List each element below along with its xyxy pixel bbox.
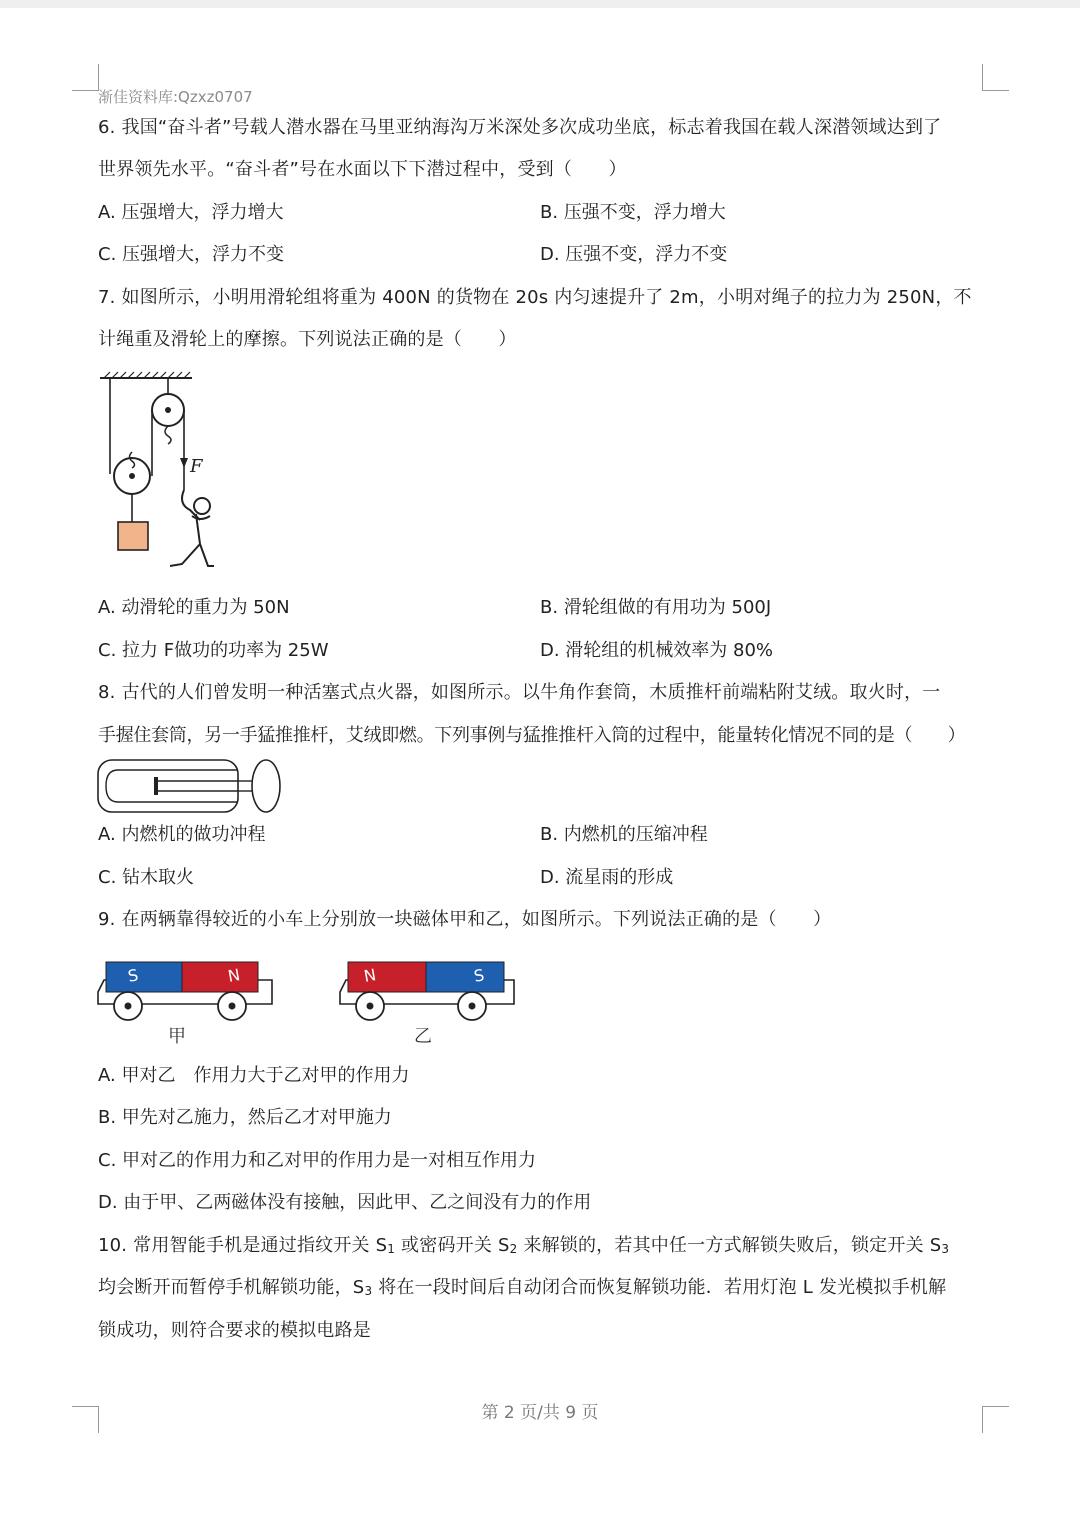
load-box xyxy=(118,522,148,550)
q10-subscript-2: 2 xyxy=(509,1242,518,1256)
q8-option-c[interactable]: C. 钻木取火 xyxy=(98,867,195,888)
q10-stem-line2 xyxy=(98,1273,946,1306)
q8-option-b[interactable]: B. 内燃机的压缩冲程 xyxy=(540,824,708,845)
q9-option-d[interactable]: D. 由于甲、乙两磁体没有接触，因此甲、乙之间没有力的作用 xyxy=(98,1192,592,1213)
q9-option-b[interactable]: B. 甲先对乙施力，然后乙才对甲施力 xyxy=(98,1107,392,1128)
magnet-yi-left-pole: N xyxy=(362,965,378,986)
q7-option-a[interactable]: A. 动滑轮的重力为 50N xyxy=(98,597,290,618)
q6-option-a[interactable]: A. 压强增大，浮力增大 xyxy=(98,202,284,223)
q6-stem-line2: 世界领先水平。“奋斗者”号在水面以下下潜过程中，受到（ ） xyxy=(98,159,627,180)
q10-stem-line1 xyxy=(98,1231,949,1264)
q7-stem-line2: 计绳重及滑轮上的摩擦。下列说法正确的是（ ） xyxy=(98,329,517,350)
q6-option-d[interactable]: D. 压强不变，浮力不变 xyxy=(540,244,728,265)
magnet-jia-left-pole: S xyxy=(126,965,140,986)
magnet-yi-s-half xyxy=(426,962,504,992)
q9-option-a[interactable]: A. 甲对乙 作用力大于乙对甲的作用力 xyxy=(98,1065,410,1086)
magnet-cars-figure xyxy=(96,952,526,1052)
q8-stem-line1: 8. 古代的人们曾发明一种活塞式点火器，如图所示。以牛角作套筒，木质推杆前端粘附艾绒。取火时，一 xyxy=(98,682,941,703)
q7-option-c[interactable]: C. 拉力 F做功的功率为 25W xyxy=(98,640,329,661)
q8-option-d[interactable]: D. 流星雨的形成 xyxy=(540,867,674,888)
force-label-f: F xyxy=(190,456,203,477)
magnet-jia-n-half xyxy=(182,962,258,992)
q7-option-d[interactable]: D. 滑轮组的机械效率为 80% xyxy=(540,640,774,661)
watermark: 渐佳资料库:Qzxz0707 xyxy=(98,88,253,106)
q10-line1-part-a: 10. 常用智能手机是通过指纹开关 S xyxy=(98,1235,388,1256)
q9-option-c[interactable]: C. 甲对乙的作用力和乙对甲的作用力是一对相互作用力 xyxy=(98,1150,537,1171)
q10-line2-part-a: 均会断开而暂停手机解锁功能，S xyxy=(98,1277,365,1298)
car-jia xyxy=(98,962,272,1047)
q10-subscript-1: 1 xyxy=(387,1242,396,1256)
crop-mark-top-right xyxy=(982,64,1009,91)
piston-igniter-figure xyxy=(96,756,286,816)
magnet-yi-n-half xyxy=(348,962,426,992)
q10-stem-line3: 锁成功，则符合要求的模拟电路是 xyxy=(98,1320,371,1341)
crop-mark-top-left xyxy=(72,64,99,91)
q10-subscript-3: 3 xyxy=(941,1242,950,1256)
q9-stem-line1: 9. 在两辆靠得较近的小车上分别放一块磁体甲和乙，如图所示。下列说法正确的是（ ） xyxy=(98,909,832,930)
q10-line2-subscript-3: 3 xyxy=(364,1284,373,1298)
q10-line2-part-b: 将在一段时间后自动闭合而恢复解锁功能．若用灯泡 L 发光模拟手机解 xyxy=(372,1277,947,1298)
pulley-system-figure xyxy=(96,372,236,582)
car-yi xyxy=(340,962,514,1047)
q8-stem-line2: 手握住套筒，另一手猛推推杆，艾绒即燃。下列事例与猛推推杆入筒的过程中，能量转化情况不同的是（ ） xyxy=(98,725,966,746)
car-yi-caption: 乙 xyxy=(414,1026,432,1047)
q6-stem-line1: 6. 我国“奋斗者”号载人潜水器在马里亚纳海沟万米深处多次成功坐底，标志着我国在载人深潜领域达到了 xyxy=(98,117,942,138)
q7-stem-line1: 7. 如图所示，小明用滑轮组将重为 400N 的货物在 20s 内匀速提升了 2m，小明对绳子的拉力为 250N，不 xyxy=(98,287,972,308)
q10-line1-part-b: 或密码开关 S xyxy=(395,1235,510,1256)
q7-option-b[interactable]: B. 滑轮组做的有用功为 500J xyxy=(540,597,772,618)
q10-line1-part-c: 来解锁的，若其中任一方式解锁失败后，锁定开关 S xyxy=(517,1235,942,1256)
magnet-jia-right-pole: N xyxy=(226,965,242,986)
page-footer: 第 2 页/共 9 页 xyxy=(481,1403,599,1423)
q6-option-c[interactable]: C. 压强增大，浮力不变 xyxy=(98,244,285,265)
top-bar xyxy=(0,0,1080,8)
magnet-yi-right-pole: S xyxy=(472,965,486,986)
car-jia-caption: 甲 xyxy=(168,1026,186,1047)
q8-option-a[interactable]: A. 内燃机的做功冲程 xyxy=(98,824,266,845)
q6-option-b[interactable]: B. 压强不变，浮力增大 xyxy=(540,202,726,223)
magnet-jia-s-half xyxy=(106,962,182,992)
